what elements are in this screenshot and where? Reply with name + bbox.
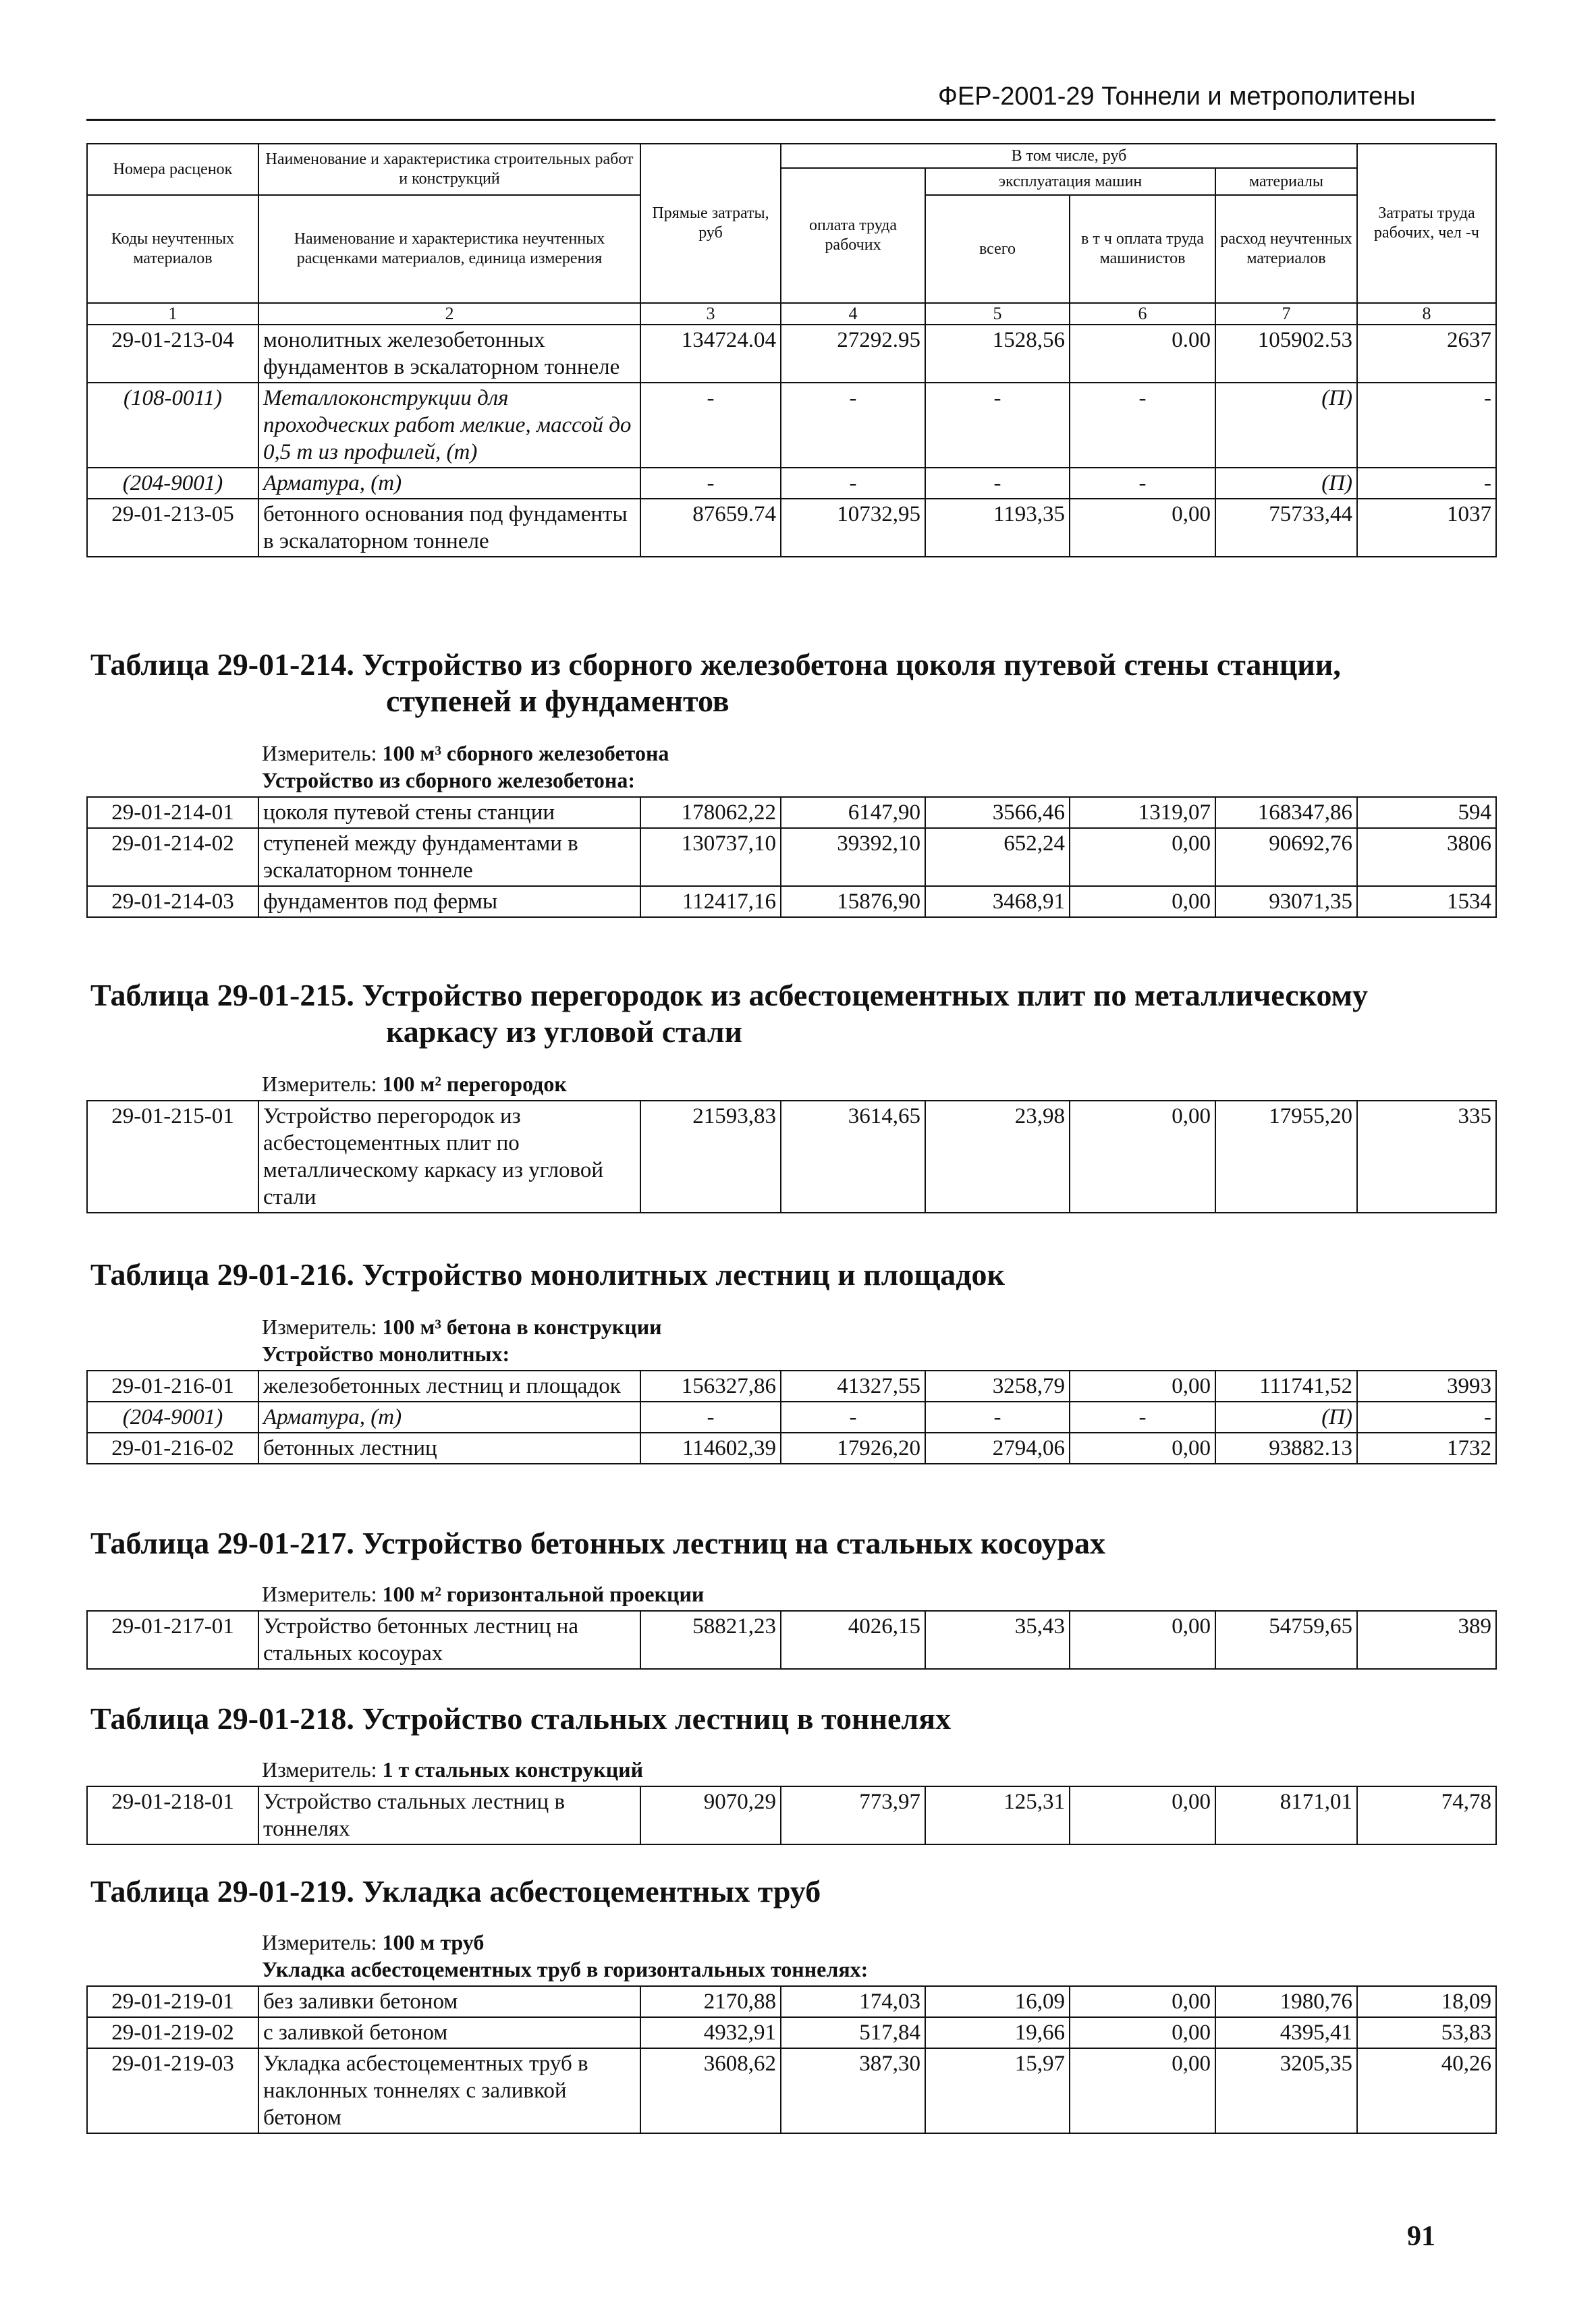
machines-total: - [925,1402,1070,1433]
materials: 4395,41 [1215,2017,1357,2048]
table-row [87,1402,1496,1433]
header-rule [86,119,1495,121]
direct-cost: 4932,91 [640,2017,781,2048]
labor-hours: 2637 [1357,325,1496,383]
materials: 168347,86 [1215,797,1357,828]
rate-code: 29-01-217-01 [87,1611,258,1669]
operator-wages: 0,00 [1070,499,1215,557]
table-216-subheading: Устройство монолитных: [262,1342,510,1366]
table-row [87,499,1496,557]
table-215-title: Таблица 29-01-215. Устройство перегородок из асбестоцементных плит по металлическому [90,978,1369,1012]
rate-code: 29-01-219-02 [87,2017,258,2048]
machines-total: 2794,06 [925,1433,1070,1464]
table-row [87,383,1496,468]
work-name: монолитных железобетонных фундаментов в эскалаторном тоннеле [258,325,640,383]
machines-total: 15,97 [925,2048,1070,2133]
table-214-title: Таблица 29-01-214. Устройство из сборного железобетона цоколя путевой стены станции, [90,647,1341,682]
material-name: Арматура, (т) [258,1402,640,1433]
labor-hours: - [1357,1402,1496,1433]
machines-total: 35,43 [925,1611,1070,1669]
operator-wages: - [1070,468,1215,499]
machines-total: 125,31 [925,1786,1070,1844]
wages: 773,97 [781,1786,925,1844]
col-number: 4 [781,303,925,325]
col-number: 1 [87,303,258,325]
wages: 15876,90 [781,886,925,917]
materials: 90692,76 [1215,828,1357,886]
measure-unit: 100 м² перегородок [382,1072,567,1096]
table-row [87,828,1496,886]
operator-wages: - [1070,1402,1215,1433]
table-214-caption [90,647,1341,719]
machines-total: 3468,91 [925,886,1070,917]
col-head-material-codes: Коды неучтенных материалов [87,195,258,303]
table-217-caption [90,1525,1105,1562]
labor-hours: 18,09 [1357,1986,1496,2017]
wages: - [781,468,925,499]
rate-code: 29-01-219-01 [87,1986,258,2017]
table-216-title: Таблица 29-01-216. Устройство монолитных лестниц и площадок [90,1257,1006,1292]
labor-hours: 335 [1357,1101,1496,1213]
labor-hours: 1534 [1357,886,1496,917]
labor-hours: 53,83 [1357,2017,1496,2048]
labor-hours: 594 [1357,797,1496,828]
page-number: 91 [1407,2221,1435,2252]
direct-cost: - [640,468,781,499]
operator-wages: 0,00 [1070,886,1215,917]
labor-hours: 74,78 [1357,1786,1496,1844]
machines-total: 652,24 [925,828,1070,886]
direct-cost: 178062,22 [640,797,781,828]
table-217-title: Таблица 29-01-217. Устройство бетонных лестниц на стальных косоурах [90,1526,1106,1560]
direct-cost: 2170,88 [640,1986,781,2017]
measure-unit: 100 м труб [382,1930,485,1954]
machines-total: 23,98 [925,1101,1070,1213]
table-216-caption [90,1257,1005,1293]
table-row [87,1786,1496,1844]
table-217 [86,1610,1497,1670]
measure-label: Измеритель: [262,1930,383,1954]
col-head-machines-total: всего [925,195,1070,303]
machines-total: 1193,35 [925,499,1070,557]
measure-label: Измеритель: [262,1315,383,1339]
machines-total: 3258,79 [925,1371,1070,1402]
table-215-title-cont: каркасу из угловой стали [386,1014,743,1049]
labor-hours: - [1357,468,1496,499]
direct-cost: 114602,39 [640,1433,781,1464]
materials: 3205,35 [1215,2048,1357,2133]
machines-total: 19,66 [925,2017,1070,2048]
col-number: 5 [925,303,1070,325]
materials: 8171,01 [1215,1786,1357,1844]
wages: 6147,90 [781,797,925,828]
table-214-title-cont: ступеней и фундаментов [386,684,730,718]
rate-code: 29-01-214-02 [87,828,258,886]
measure-unit: 1 т стальных конструкций [382,1757,644,1782]
col-head-works: Наименование и характеристика строительных работ и конструкций [258,144,640,195]
materials: 93882.13 [1215,1433,1357,1464]
table-215-caption [90,977,1368,1050]
col-head-machines: эксплуатация машин [925,168,1215,195]
table-row [87,886,1496,917]
direct-cost: 156327,86 [640,1371,781,1402]
direct-cost: 130737,10 [640,828,781,886]
direct-cost: 134724.04 [640,325,781,383]
col-head-operator-wages: в т ч оплата труда машинистов [1070,195,1215,303]
direct-cost: 9070,29 [640,1786,781,1844]
rate-code: 29-01-216-01 [87,1371,258,1402]
work-name: Устройство перегородок из асбестоцементных плит по металлическому каркасу из угловой стали [258,1101,640,1213]
table-row [87,1101,1496,1213]
direct-cost: 3608,62 [640,2048,781,2133]
table-217-measure [262,1582,704,1607]
operator-wages: 0,00 [1070,1986,1215,2017]
wages: 387,30 [781,2048,925,2133]
material-code: (108-0011) [87,383,258,468]
col-number: 8 [1357,303,1496,325]
measure-label: Измеритель: [262,1072,383,1096]
rate-code: 29-01-219-03 [87,2048,258,2133]
labor-hours: - [1357,383,1496,468]
measure-label: Измеритель: [262,741,383,765]
labor-hours: 389 [1357,1611,1496,1669]
table-row [87,1611,1496,1669]
work-name: железобетонных лестниц и площадок [258,1371,640,1402]
col-number: 7 [1215,303,1357,325]
wages: 41327,55 [781,1371,925,1402]
table-218-measure [262,1757,643,1782]
wages: - [781,1402,925,1433]
operator-wages: 0,00 [1070,1371,1215,1402]
col-head-codes: Номера расценок [87,144,258,195]
direct-cost: 58821,23 [640,1611,781,1669]
table-218 [86,1786,1497,1845]
table-219-measure [262,1930,484,1955]
table-row [87,797,1496,828]
work-name: ступеней между фундаментами в эскалаторном тоннеле [258,828,640,886]
col-head-unaccounted: расход неучтенных материалов [1215,195,1357,303]
running-header: ФЕР-2001-29 Тоннели и метрополитены [938,82,1416,111]
measure-label: Измеритель: [262,1757,383,1782]
col-head-materials: материалы [1215,168,1357,195]
col-head-material-names: Наименование и характеристика неучтенных расценками материалов, единица измерения [258,195,640,303]
table-219-subheading: Укладка асбестоцементных труб в горизонтальных тоннелях: [262,1957,869,1981]
wages: - [781,383,925,468]
table-219-caption [90,1873,821,1910]
rate-code: 29-01-214-01 [87,797,258,828]
wages: 4026,15 [781,1611,925,1669]
table-216-measure [262,1315,662,1340]
wages: 3614,65 [781,1101,925,1213]
material-name: Арматура, (т) [258,468,640,499]
operator-wages: - [1070,383,1215,468]
machines-total: 1528,56 [925,325,1070,383]
operator-wages: 0,00 [1070,1786,1215,1844]
measure-unit: 100 м³ бетона в конструкции [382,1315,662,1339]
work-name: цоколя путевой стены станции [258,797,640,828]
rate-code: 29-01-214-03 [87,886,258,917]
table-214-measure [262,741,669,766]
labor-hours: 3993 [1357,1371,1496,1402]
work-name: Устройство бетонных лестниц на стальных косоурах [258,1611,640,1669]
rate-code: 29-01-213-05 [87,499,258,557]
work-name: Укладка асбестоцементных труб в наклонных тоннелях с заливкой бетоном [258,2048,640,2133]
machines-total: - [925,468,1070,499]
rate-code: 29-01-213-04 [87,325,258,383]
rate-code: 29-01-218-01 [87,1786,258,1844]
col-head-group: В том числе, руб [781,144,1357,168]
wages: 10732,95 [781,499,925,557]
wages: 27292.95 [781,325,925,383]
work-name: с заливкой бетоном [258,2017,640,2048]
materials: 93071,35 [1215,886,1357,917]
materials: 75733,44 [1215,499,1357,557]
materials: 1980,76 [1215,1986,1357,2017]
materials: 54759,65 [1215,1611,1357,1669]
table-216 [86,1370,1497,1464]
direct-cost: 112417,16 [640,886,781,917]
rate-code: 29-01-216-02 [87,1433,258,1464]
material-code: (204-9001) [87,1402,258,1433]
labor-hours: 1732 [1357,1433,1496,1464]
measure-unit: 100 м³ сборного железобетона [382,741,669,765]
machines-total: 16,09 [925,1986,1070,2017]
table-header [86,143,1497,557]
table-215 [86,1100,1497,1213]
operator-wages: 0,00 [1070,828,1215,886]
operator-wages: 0,00 [1070,1101,1215,1213]
table-219 [86,1985,1497,2134]
table-row [87,2048,1496,2133]
measure-unit: 100 м² горизонтальной проекции [382,1582,705,1606]
direct-cost: 21593,83 [640,1101,781,1213]
operator-wages: 0,00 [1070,2048,1215,2133]
labor-hours: 3806 [1357,828,1496,886]
table-row [87,325,1496,383]
work-name: Устройство стальных лестниц в тоннелях [258,1786,640,1844]
table-214 [86,796,1497,918]
wages: 39392,10 [781,828,925,886]
col-number: 6 [1070,303,1215,325]
col-head-direct: Прямые затраты, руб [640,144,781,303]
material-code: (204-9001) [87,468,258,499]
table-215-measure [262,1072,567,1097]
table-row [87,1371,1496,1402]
measure-label: Измеритель: [262,1582,383,1606]
work-name: бетонного основания под фундаменты в эскалаторном тоннеле [258,499,640,557]
operator-wages: 0,00 [1070,1611,1215,1669]
materials: 17955,20 [1215,1101,1357,1213]
work-name: фундаментов под фермы [258,886,640,917]
operator-wages: 0.00 [1070,325,1215,383]
labor-hours: 1037 [1357,499,1496,557]
direct-cost: 87659.74 [640,499,781,557]
rate-code: 29-01-215-01 [87,1101,258,1213]
table-row [87,468,1496,499]
materials: (П) [1215,468,1357,499]
table-218-caption [90,1701,951,1737]
wages: 174,03 [781,1986,925,2017]
wages: 17926,20 [781,1433,925,1464]
col-head-wages: оплата труда рабочих [781,168,925,303]
operator-wages: 0,00 [1070,1433,1215,1464]
materials: (П) [1215,383,1357,468]
machines-total: - [925,383,1070,468]
materials: 111741,52 [1215,1371,1357,1402]
wages: 517,84 [781,2017,925,2048]
col-number: 3 [640,303,781,325]
labor-hours: 40,26 [1357,2048,1496,2133]
materials: 105902.53 [1215,325,1357,383]
col-number: 2 [258,303,640,325]
table-row [87,2017,1496,2048]
materials: (П) [1215,1402,1357,1433]
operator-wages: 0,00 [1070,2017,1215,2048]
work-name: без заливки бетоном [258,1986,640,2017]
direct-cost: - [640,1402,781,1433]
machines-total: 3566,46 [925,797,1070,828]
col-head-labor: Затраты труда рабочих, чел -ч [1357,144,1496,303]
table-218-title: Таблица 29-01-218. Устройство стальных лестниц в тоннелях [90,1701,952,1736]
table-214-subheading: Устройство из сборного железобетона: [262,768,635,792]
table-219-title: Таблица 29-01-219. Укладка асбестоцементных труб [90,1874,821,1909]
work-name: бетонных лестниц [258,1433,640,1464]
material-name: Металлоконструкции для проходческих работ мелкие, массой до 0,5 т из профилей, (т) [258,383,640,468]
table-row [87,1433,1496,1464]
direct-cost: - [640,383,781,468]
table-row [87,1986,1496,2017]
operator-wages: 1319,07 [1070,797,1215,828]
